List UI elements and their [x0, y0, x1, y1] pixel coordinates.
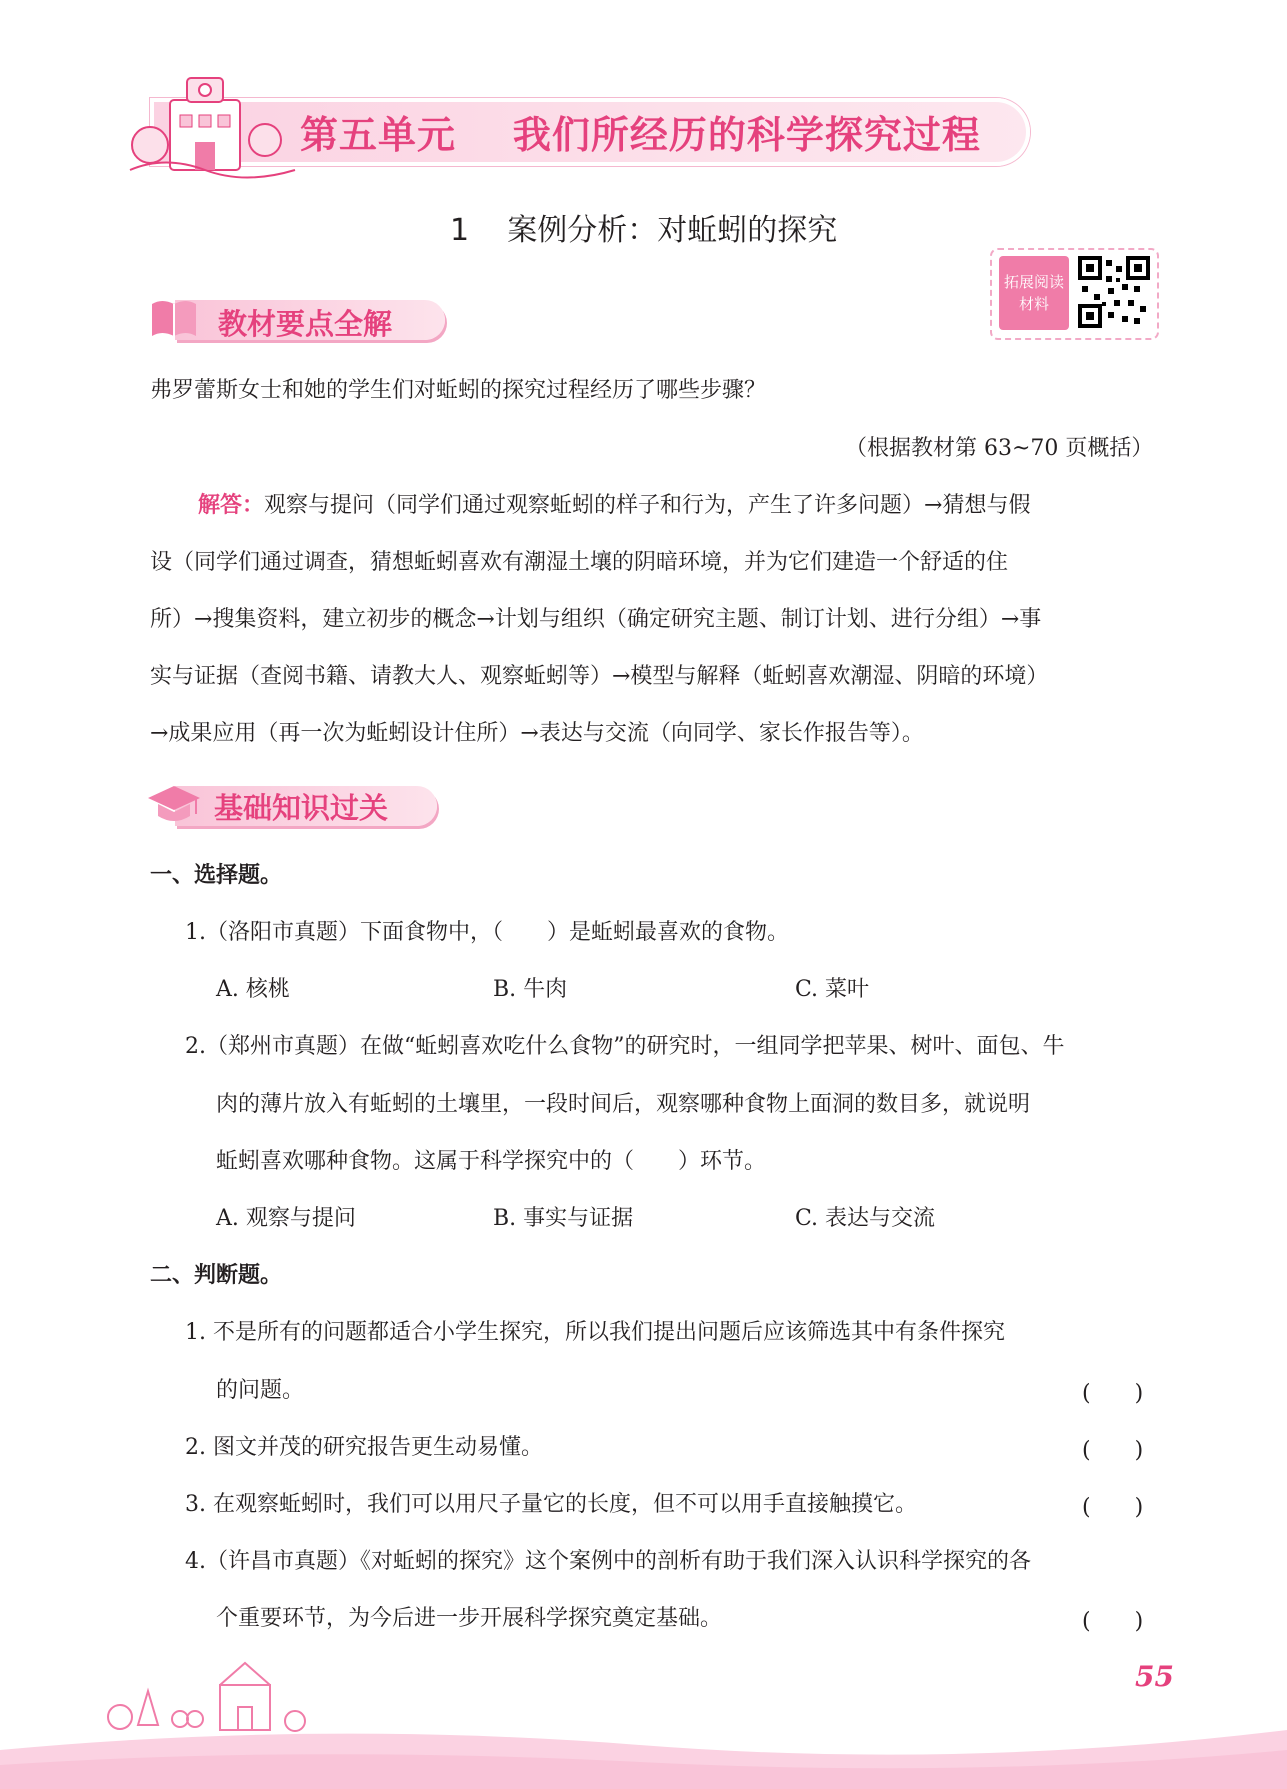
unit-title: 第五单元 我们所经历的科学探究过程 — [300, 113, 981, 157]
lesson-title: 1 案例分析：对蚯蚓的探究 — [450, 213, 838, 248]
judge-q2-line-1: 2. 图文并茂的研究报告更生动易懂。 — [185, 1435, 543, 1460]
answer-line-5: →成果应用（再一次为蚯蚓设计住所）→表达与交流（向同学、家长作报告等）。 — [150, 721, 924, 746]
choice-q1-option-c[interactable]: C. 菜叶 — [795, 977, 870, 1002]
school-illustration-icon — [125, 70, 305, 180]
book-icon — [148, 294, 200, 342]
part2-heading: 二、判断题。 — [150, 1263, 283, 1288]
qr-label-line1: 拓展阅读 — [1003, 273, 1064, 291]
choice-q1-option-a[interactable]: A. 核桃 — [216, 977, 290, 1002]
qr-label — [999, 256, 1069, 330]
part1-heading: 一、选择题。 — [150, 863, 283, 888]
judge-q1-line-1: 1. 不是所有的问题都适合小学生探究，所以我们提出问题后应该筛选其中有条件探究 — [185, 1320, 1005, 1345]
choice-q2-line-3: 蚯蚓喜欢哪种食物。这属于科学探究中的（ ）环节。 — [216, 1149, 767, 1174]
judge-q1-line-2: 的问题。 — [216, 1378, 305, 1403]
judge-q4-line-2: 个重要环节，为今后进一步开展科学探究奠定基础。 — [216, 1606, 723, 1631]
answer-line-2: 设（同学们通过调查，猜想蚯蚓喜欢有潮湿土壤的阴暗环境，并为它们建造一个舒适的住 — [150, 550, 1009, 575]
judge-q1-answer-blank[interactable]: ( ) — [1082, 1381, 1144, 1406]
judge-q4-line-1: 4.（许昌市真题）《对蚯蚓的探究》这个案例中的剖析有助于我们深入认识科学探究的各 — [185, 1549, 1031, 1574]
answer-label: 解答： — [198, 493, 265, 518]
source-note: （根据教材第 63~70 页概括） — [845, 436, 1154, 461]
choice-q1-option-b[interactable]: B. 牛肉 — [493, 977, 568, 1002]
page-number: 55 — [1135, 1660, 1174, 1693]
answer-line-4: 实与证据（查阅书籍、请教大人、观察蚯蚓等）→模型与解释（蚯蚓喜欢潮湿、阴暗的环境） — [150, 664, 1049, 689]
section-title-basic-knowledge: 基础知识过关 — [214, 791, 389, 825]
choice-q2-option-a[interactable]: A. 观察与提问 — [216, 1206, 356, 1231]
qr-label-line2: 材料 — [1018, 295, 1049, 313]
choice-q1-line-1: 1.（洛阳市真题）下面食物中，（ ）是蚯蚓最喜欢的食物。 — [185, 920, 789, 945]
question-text: 弗罗蕾斯女士和她的学生们对蚯蚓的探究过程经历了哪些步骤？ — [150, 378, 767, 403]
castle-illustration-icon — [100, 1655, 330, 1735]
answer-line-1 — [198, 491, 1030, 521]
judge-q4-answer-blank[interactable]: ( ) — [1082, 1609, 1144, 1634]
judge-q2-answer-blank[interactable]: ( ) — [1082, 1438, 1144, 1463]
choice-q2-option-b[interactable]: B. 事实与证据 — [493, 1206, 634, 1231]
answer-line-1-text: 观察与提问（同学们通过观察蚯蚓的样子和行为，产生了许多问题）→猜想与假 — [264, 493, 1031, 518]
judge-q3-line-1: 3. 在观察蚯蚓时，我们可以用尺子量它的长度，但不可以用手直接触摸它。 — [185, 1492, 917, 1517]
graduation-cap-icon — [146, 782, 202, 828]
choice-q2-line-2: 肉的薄片放入有蚯蚓的土壤里，一段时间后，观察哪种食物上面洞的数目多，就说明 — [216, 1092, 1031, 1117]
answer-line-3: 所）→搜集资料，建立初步的概念→计划与组织（确定研究主题、制订计划、进行分组）→事 — [150, 607, 1042, 632]
choice-q2-line-1: 2.（郑州市真题）在做“蚯蚓喜欢吃什么食物”的研究时，一组同学把苹果、树叶、面包、牛 — [185, 1034, 1065, 1059]
qr-code-icon[interactable] — [1078, 256, 1150, 328]
choice-q2-option-c[interactable]: C. 表达与交流 — [795, 1206, 936, 1231]
judge-q3-answer-blank[interactable]: ( ) — [1082, 1495, 1144, 1520]
section-title-key-points: 教材要点全解 — [218, 307, 393, 341]
